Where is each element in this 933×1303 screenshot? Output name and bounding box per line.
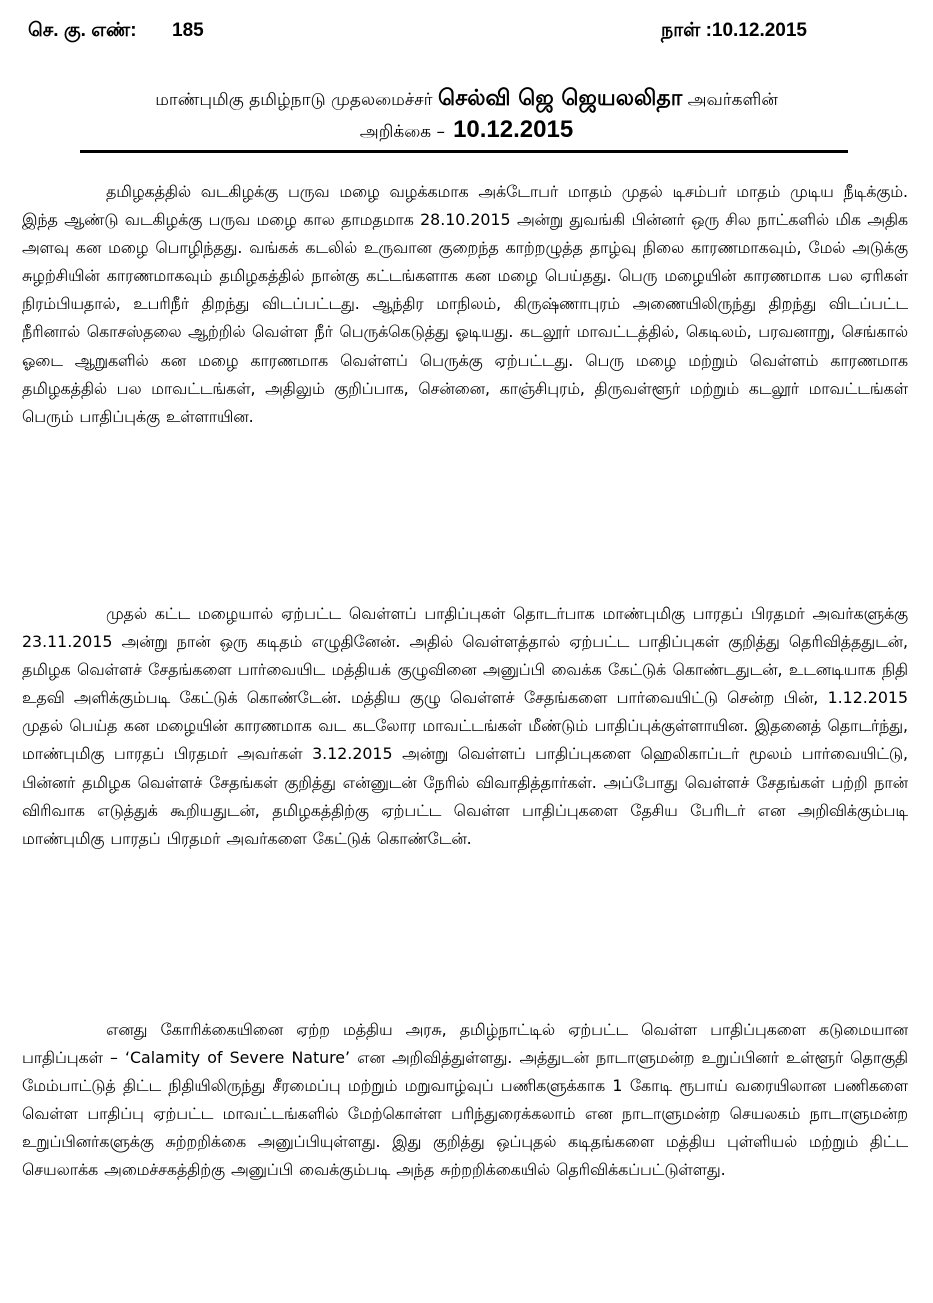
statement-label: அறிக்கை – xyxy=(359,122,446,142)
chief-minister-name: செல்வி ஜெ ஜெயலலிதா xyxy=(437,86,683,111)
title-suffix: அவர்களின் xyxy=(687,90,778,110)
statement-subtitle xyxy=(0,116,933,144)
statement-title xyxy=(0,86,933,114)
statement-date: 10.12.2015 xyxy=(453,116,574,143)
release-date: நாள் :10.12.2015 xyxy=(661,20,807,41)
paragraph-central-response: எனது கோரிக்கையினை ஏற்ற மத்திய அரசு, தமிழ்நாட்டில் ஏற்பட்ட வெள்ள பாதிப்புகளை கடுமையான பாதிப்புகள் – ‘Calamity of Severe Nature’ என அறிவித்துள்ளது. அத்துடன் நாடாளுமன்ற உறுப்பினர் உள்ளூர் தொகுதி மேம்பாட்டுத் திட்ட நிதியிலிருந்து சீரமைப்பு மற்றும் மறுவாழ்வுப் பணிகளுக்காக 1 கோடி ரூபாய் வரையிலான பணிகளை வெள்ள பாதிப்பு ஏற்பட்ட மாவட்டங்களில் மேற்கொள்ள பரிந்துரைக்கலாம் என நாடாளுமன்ற செயலகம் நாடாளுமன்ற உறுப்பினர்களுக்கு சுற்றறிக்கை அனுப்பியுள்ளது. இது குறித்து ஒப்புதல் கடிதங்களை மத்திய புள்ளியல் மற்றும் திட்ட செயலாக்க அமைச்சகத்திற்கு அனுப்பி வைக்கும்படி அந்த சுற்றறிக்கையில் தெரிவிக்கப்பட்டுள்ளது. xyxy=(22,1020,908,1180)
paragraph-pm-letter: முதல் கட்ட மழையால் ஏற்பட்ட வெள்ளப் பாதிப்புகள் தொடர்பாக மாண்புமிகு பாரதப் பிரதமர் அவர்களுக்கு 23.11.2015 அன்று நான் ஒரு கடிதம் எழுதினேன். அதில் வெள்ளத்தால் ஏற்பட்ட பாதிப்புகள் குறித்து தெரிவித்ததுடன், தமிழக வெள்ளச் சேதங்களை பார்வையிட மத்தியக் குழுவினை அனுப்பி வைக்க கேட்டுக் கொண்டதுடன், உடனடியாக நிதி உதவி அளிக்கும்படி கேட்டுக் கொண்டேன். மத்திய குழு வெள்ளச் சேதங்களை பார்வையிட்டு சென்ற பின், 1.12.2015 முதல் பெய்த கன மழையின் காரணமாக வட கடலோர மாவட்டங்கள் மீண்டும் பாதிப்புக்குள்ளாயின. இதனைத் தொடர்ந்து, மாண்புமிகு பாரதப் பிரதமர் அவர்கள் 3.12.2015 அன்று வெள்ளப் பாதிப்புகளை ஹெலிகாப்டர் மூலம் பார்வையிட்டு, பின்னர் தமிழக வெள்ளச் சேதங்கள் குறித்து என்னுடன் நேரில் விவாதித்தார்கள். அப்போது வெள்ளச் சேதங்கள் பற்றி நான் விரிவாக எடுத்துக் கூறியதுடன், தமிழகத்திற்கு ஏற்பட்ட வெள்ள பாதிப்புகளை தேசிய பேரிடர் என அறிவிக்கும்படி மாண்புமிகு பாரதப் பிரதமர் அவர்களை கேட்டுக் கொண்டேன். xyxy=(22,604,908,848)
header-divider xyxy=(80,150,848,153)
paragraph-rainfall: தமிழகத்தில் வடகிழக்கு பருவ மழை வழக்கமாக அக்டோபர் மாதம் முதல் டிசம்பர் மாதம் முடிய நீடிக்கும். இந்த ஆண்டு வடகிழக்கு பருவ மழை கால தாமதமாக 28.10.2015 அன்று துவங்கி பின்னர் ஒரு சில நாட்களில் மிக அதிக அளவு கன மழை பொழிந்தது. வங்கக் கடலில் உருவான குறைந்த காற்றழுத்த தாழ்வு நிலை காரணமாகவும், மேல் அடுக்கு சுழற்சியின் காரணமாகவும் தமிழகத்தில் நான்கு கட்டங்களாக கன மழை பெய்தது. பெரு மழையின் காரணமாக பல ஏரிகள் நிரம்பியதால், உபரிநீர் திறந்து விடப்பட்டது. ஆந்திர மாநிலம், கிருஷ்ணாபுரம் அணையிலிருந்து திறந்து விடப்பட்ட நீரினால் கொசஸ்தலை ஆற்றில் வெள்ள நீர் பெருக்கெடுத்து ஓடியது. கடலூர் மாவட்டத்தில், கெடிலம், பரவனாறு, செங்கால் ஓடை ஆறுகளில் கன மழை காரணமாக வெள்ளப் பெருக்கு ஏற்பட்டது. பெரு மழை மற்றும் வெள்ளம் காரணமாக தமிழகத்தில் பல மாவட்டங்கள், அதிலும் குறிப்பாக, சென்னை, காஞ்சிபுரம், திருவள்ளூர் மற்றும் கடலூர் மாவட்டங்கள் பெரும் பாதிப்புக்கு உள்ளாயின. xyxy=(22,182,908,426)
reference-label: செ. கு. எண்: xyxy=(28,20,137,41)
document-header xyxy=(28,20,905,46)
title-prefix: மாண்புமிகு தமிழ்நாடு முதலமைச்சர் xyxy=(155,90,433,110)
reference-number: 185 xyxy=(172,20,204,41)
